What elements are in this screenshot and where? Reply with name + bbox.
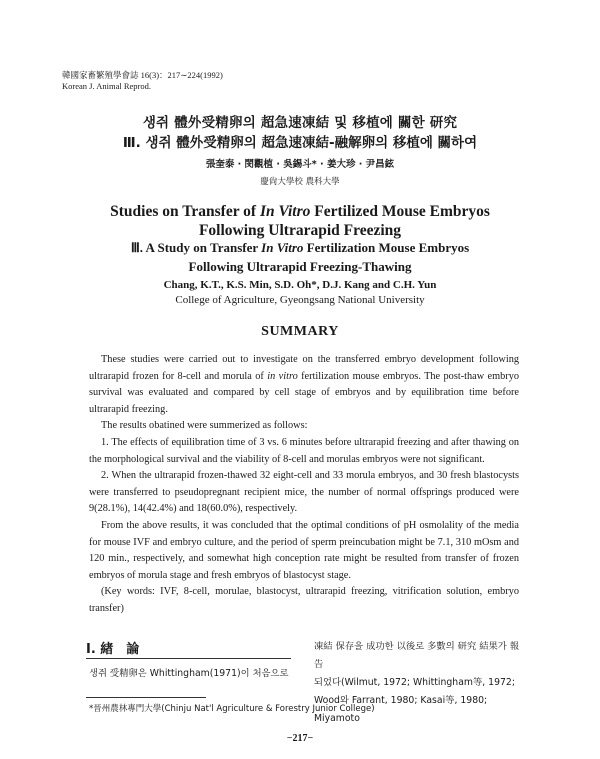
summary-body	[89, 352, 519, 618]
page-number: −217−	[286, 733, 314, 744]
left-column-text: 생쥐 受精卵은 Whittingham(1971)이 처음으로	[89, 668, 289, 679]
summary-keywords: (Key words: IVF, 8-cell, morulae, blastocyst, ultrarapid freezing, vitrification solution, embryo transfer)	[89, 586, 519, 614]
title-text: Studies on Transfer of	[110, 203, 260, 220]
summary-paragraph-1	[89, 352, 519, 418]
journal-name-english: Korean J. Animal Reprod.	[62, 81, 151, 91]
right-column-text	[314, 638, 520, 728]
footnote: *晉州農林專門大學(Chinju Nat'l Agriculture & Forestry Junior College)	[89, 704, 375, 714]
english-subtitle-line2: Following Ultrarapid Freezing-Thawing	[188, 259, 412, 274]
english-authors: Chang, K.T., K.S. Min, S.D. Oh*, D.J. Kang and C.H. Yun	[163, 279, 437, 291]
subtitle-text: Fertilization Mouse Embryos	[303, 240, 470, 255]
summary-paragraph-5: From the above results, it was concluded that the optimal conditions of pH osmolality of the media for mouse IVF and embryo culture, and the period of sperm preincubation might be 7.1, 310 mOsm and 120 min., respectively, and somewhat high conception rate might be resulted from transfer of frozen embryos of morula stage and fresh embryos of blastocyst stage.	[89, 519, 519, 581]
footnote-rule	[86, 697, 206, 698]
summary-heading: SUMMARY	[261, 324, 339, 339]
right-column-line: 되었다(Wilmut, 1972; Whittingham等, 1972;	[314, 677, 515, 688]
subtitle-text: Ⅲ. A Study on Transfer	[130, 240, 262, 255]
journal-name-korean: 韓國家畜繁殖學會誌 16(3)：217∼224(1992)	[62, 70, 223, 80]
english-title-line2: Following Ultrarapid Freezing	[198, 222, 402, 239]
subtitle-italic: In Vitro	[261, 240, 304, 255]
english-subtitle-line1	[0, 240, 600, 256]
section-heading: Ⅰ. 緖 論	[86, 642, 140, 657]
english-affiliation: College of Agriculture, Gyeongsang National University	[175, 294, 425, 306]
journal-citation	[62, 70, 223, 92]
korean-title-line2: Ⅲ. 생쥐 體外受精卵의 超急速凍結-融解卵의 移植에 關하여	[122, 135, 478, 151]
korean-title-line1: 생쥐 體外受精卵의 超急速凍結 및 移植에 關한 研究	[142, 115, 458, 131]
right-column-line: 凍結 保存을 成功한 以後로 多數의 研究 結果가 報告	[314, 641, 520, 670]
summary-paragraph-4: 2. When the ultrarapid frozen-thawed 32 eight-cell and 33 morula embryos, and 30 fresh blastocysts were transferred to pseudopregnant recipient mice, the number of normal offsprings produced were 9(28.1%), 14(42.4%) and 18(60.0%), respectively.	[89, 470, 519, 515]
right-column-line: Wood와 Farrant, 1980; Kasai等, 1980; Miyamoto	[314, 695, 488, 724]
section-underline	[86, 658, 291, 659]
korean-authors: 張奎泰 · 閔觀植 · 吳錫斗* · 姜大珍 · 尹昌鉉	[205, 159, 395, 170]
summary-paragraph-2: The results obatined were summerized as follows:	[101, 420, 308, 432]
paragraph-italic: in vitro	[267, 370, 298, 382]
korean-affiliation: 慶尙大學校 農科大學	[260, 177, 340, 187]
paragraph-text: These studies were carried out to investigate on the transferred embryo development following ultrarapid frozen for 8-cell and morula of	[89, 354, 519, 382]
english-title-line1	[0, 203, 600, 221]
paragraph-text: fertilization mouse embryos. The post-thaw embryo survival was evaluated and compared by cell stage of embryos and by equilibration time before ultrarapid freezing.	[89, 370, 519, 415]
title-text: Fertilized Mouse Embryos	[310, 203, 490, 220]
title-italic: In Vitro	[259, 203, 311, 220]
summary-paragraph-3: 1. The effects of equilibration time of 3 vs. 6 minutes before ultrarapid freezing and after thawing on the morphological survival and the viability of 8-cell and morulas embryos were not significant.	[89, 436, 519, 465]
